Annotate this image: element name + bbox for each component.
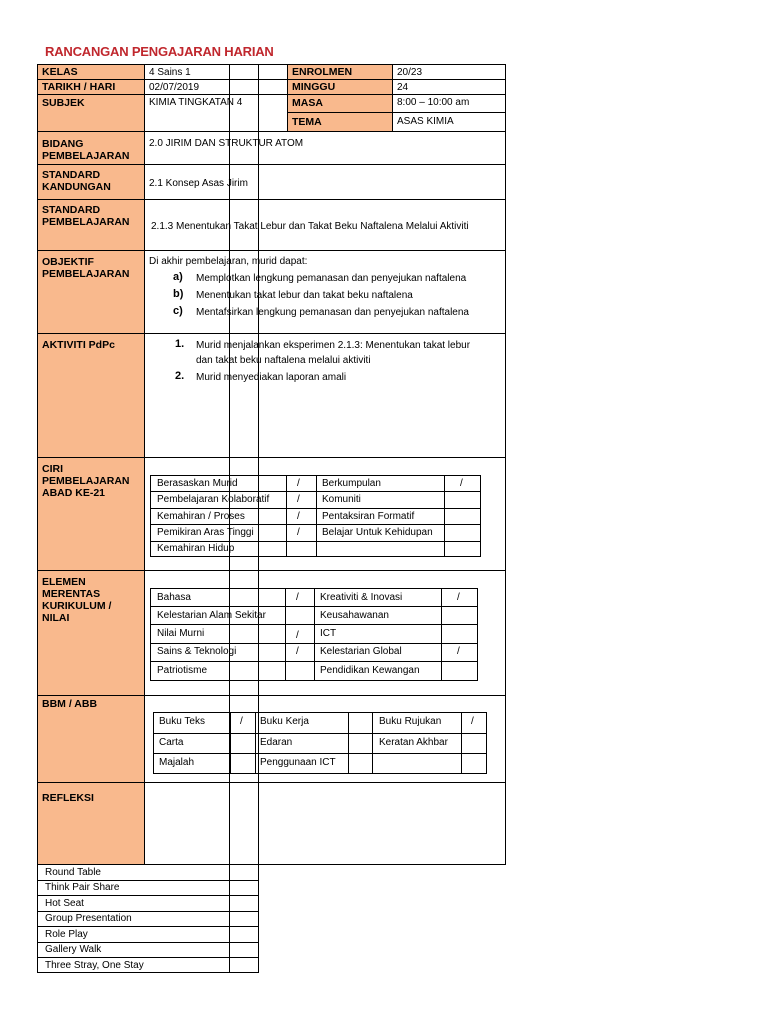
bbm-item: Carta	[159, 737, 184, 748]
objektif-intro: Di akhir pembelajaran, murid dapat:	[149, 256, 308, 267]
minggu-label: MINGGU	[292, 81, 336, 93]
bbm-check: /	[471, 716, 474, 727]
standard-pembelajaran-value: 2.1.3 Menentukan Takat Lebur dan Takat Beku Naftalena Melalui Aktiviti	[151, 221, 469, 232]
ciri-item: Komuniti	[322, 494, 361, 505]
bbm-item: Buku Rujukan	[379, 716, 442, 727]
elemen-check: /	[296, 630, 299, 641]
subjek-value: KIMIA TINGKATAN 4	[149, 97, 243, 108]
elemen-item: Nilai Murni	[157, 628, 205, 639]
ciri-check: /	[297, 527, 300, 538]
masa-label: MASA	[292, 97, 323, 109]
objektif-item: Memplotkan lengkung pemanasan dan penyejukan naftalena	[196, 273, 467, 284]
ciri-item: Belajar Untuk Kehidupan	[322, 527, 433, 538]
enrolmen-value: 20/23	[397, 67, 423, 78]
ciri-item: Kemahiran / Proses	[157, 511, 245, 522]
ciri-item: Pemikiran Aras Tinggi	[157, 527, 254, 538]
refleksi-label: REFLEKSI	[42, 792, 94, 804]
elemen-item: Patriotisme	[157, 665, 208, 676]
ciri-check: /	[460, 478, 463, 489]
standard-pembelajaran-label: STANDARD PEMBELAJARAN	[42, 204, 130, 228]
kelas-value: 4 Sains 1	[149, 67, 191, 78]
bbm-item: Majalah	[159, 757, 195, 768]
strategy-item: Gallery Walk	[45, 944, 102, 955]
bbm-item: Buku Teks	[159, 716, 205, 727]
aktiviti-label: AKTIVITI PdPc	[42, 339, 115, 351]
bbm-item: Buku Kerja	[260, 716, 309, 727]
elemen-item: Kelestarian Alam Sekitar	[157, 610, 266, 621]
ciri-check: /	[297, 478, 300, 489]
strategy-item: Hot Seat	[45, 898, 84, 909]
bbm-item: Edaran	[260, 737, 293, 748]
objektif-marker: c)	[173, 305, 183, 317]
elemen-check: /	[296, 646, 299, 657]
elemen-item: Pendidikan Kewangan	[320, 665, 420, 676]
aktiviti-item-cont: dan takat beku naftalena melalui aktiviti	[196, 355, 371, 366]
ciri-item: Berasaskan Murid	[157, 478, 238, 489]
ciri-item: Pembelajaran Kolaboratif	[157, 494, 270, 505]
masa-value: 8:00 – 10:00 am	[397, 97, 470, 108]
strategy-item: Three Stray, One Stay	[45, 960, 144, 971]
objektif-item: Menentukan takat lebur dan takat beku naftalena	[196, 290, 413, 301]
elemen-check: /	[296, 592, 299, 603]
standard-kandungan-value: 2.1 Konsep Asas Jirim	[149, 178, 248, 189]
bbm-label: BBM / ABB	[42, 698, 98, 710]
ciri-check: /	[297, 511, 300, 522]
bbm-item: Keratan Akhbar	[379, 737, 448, 748]
strategy-item: Round Table	[45, 867, 101, 878]
ciri-item: Berkumpulan	[322, 478, 381, 489]
bidang-value: 2.0 JIRIM DAN STRUKTUR ATOM	[149, 138, 304, 149]
objektif-item: Mentafsirkan lengkung pemanasan dan penyejukan naftalena	[196, 307, 469, 318]
strategy-item: Role Play	[45, 929, 88, 940]
strategy-item: Group Presentation	[45, 913, 132, 924]
kelas-label: KELAS	[42, 66, 78, 78]
ciri-label: CIRI PEMBELAJARAN ABAD KE-21	[42, 463, 130, 499]
aktiviti-marker: 1.	[175, 338, 185, 350]
aktiviti-item: Murid menjalankan eksperimen 2.1.3: Menentukan takat lebur	[196, 340, 471, 351]
minggu-value: 24	[397, 82, 409, 93]
tema-value: ASAS KIMIA	[397, 116, 454, 127]
bbm-item: Penggunaan ICT	[260, 757, 336, 768]
aktiviti-marker: 2.	[175, 370, 185, 382]
enrolmen-label: ENROLMEN	[292, 66, 353, 78]
elemen-item: Kreativiti & Inovasi	[320, 592, 403, 603]
ciri-check: /	[297, 494, 300, 505]
objektif-marker: a)	[173, 271, 183, 283]
ciri-item: Pentaksiran Formatif	[322, 511, 415, 522]
strategy-item: Think Pair Share	[45, 882, 120, 893]
objektif-marker: b)	[173, 288, 184, 300]
tarikh-label: TARIKH / HARI	[42, 81, 116, 93]
page-title: RANCANGAN PENGAJARAN HARIAN	[45, 44, 274, 59]
elemen-item: Keusahawanan	[320, 610, 389, 621]
elemen-item: Bahasa	[157, 592, 191, 603]
objektif-label: OBJEKTIF PEMBELAJARAN	[42, 256, 130, 280]
bbm-check: /	[240, 716, 243, 727]
tarikh-value: 02/07/2019	[149, 82, 200, 93]
elemen-item: ICT	[320, 628, 337, 639]
aktiviti-item: Murid menyediakan laporan amali	[196, 372, 347, 383]
tema-label: TEMA	[292, 116, 322, 128]
elemen-check: /	[457, 646, 460, 657]
elemen-item: Sains & Teknologi	[157, 646, 237, 657]
elemen-label: ELEMEN MERENTAS KURIKULUM / NILAI	[42, 576, 112, 624]
subjek-label: SUBJEK	[42, 97, 85, 109]
standard-kandungan-label: STANDARD KANDUNGAN	[42, 169, 111, 193]
elemen-item: Kelestarian Global	[320, 646, 402, 657]
ciri-item: Kemahiran Hidup	[157, 543, 235, 554]
elemen-check: /	[457, 592, 460, 603]
bidang-label: BIDANG PEMBELAJARAN	[42, 138, 130, 162]
